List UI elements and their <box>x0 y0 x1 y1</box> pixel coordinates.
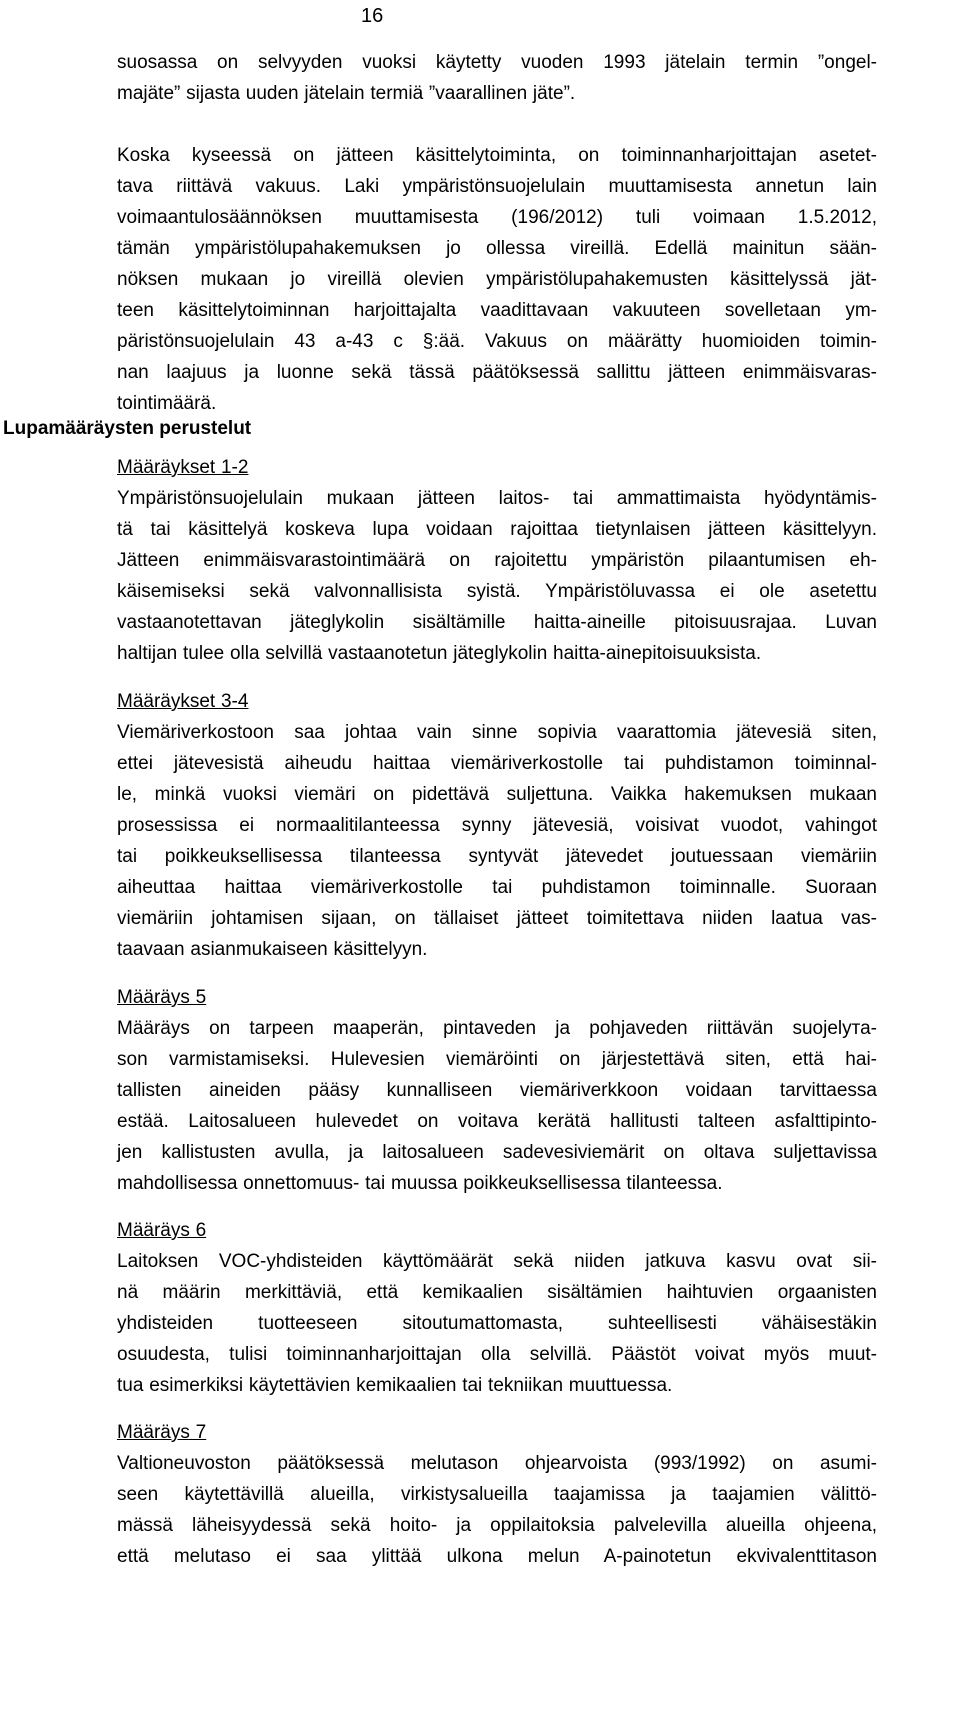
text-line: Laitoksen VOC-yhdisteiden käyttömäärät sekä niiden jatkuva kasvu ovat sii- <box>117 1251 877 1272</box>
text-line: majäte” sijasta uuden jätelain termiä ”vaarallinen jäte”. <box>117 83 576 104</box>
text-line: nä määrin merkittäviä, että kemikaalien sisältämien haihtuvien orgaanisten <box>117 1282 877 1303</box>
text-line: vastaanotettavan jäteglykolin sisältämille haitta-aineille pitoisuusrajaa. Luvan <box>117 612 877 633</box>
text-line: Valtioneuvoston päätöksessä melutason ohjearvoista (993/1992) on asumi- <box>117 1453 877 1474</box>
text-line: tointimäärä. <box>117 393 217 414</box>
text-line: voimaantulosäännöksen muuttamisesta (196/2012) tuli voimaan 1.5.2012, <box>117 207 877 228</box>
text-line: mahdollisessa onnettomuus- tai muussa poikkeuksellisessa tilanteessa. <box>117 1173 723 1194</box>
regulation-heading: Määräys 5 <box>117 987 207 1008</box>
text-line: viemäriin johtamisen sijaan, on tällaiset jätteet toimitettava niiden laatua vas- <box>117 908 877 929</box>
text-line: nan laajuus ja luonne sekä tässä päätöksessä sallittu jätteen enimmäisvaras- <box>117 362 877 383</box>
text-line: mässä läheisyydessä sekä hoito- ja oppilaitoksia palvelevilla alueilla ohjeena, <box>117 1515 877 1536</box>
text-line: tai poikkeuksellisessa tilanteessa syntyvät jätevedet joutuessaan viemäriin <box>117 846 877 867</box>
text-line: käisemiseksi sekä valvonnallisista syistä. Ympäristöluvassa ei ole asetettu <box>117 581 877 602</box>
text-line: että melutaso ei saa ylittää ulkona melun A-painotetun ekvivalenttitason <box>117 1546 877 1567</box>
regulation-section-7 <box>117 1417 877 1572</box>
intro-paragraph <box>117 47 877 109</box>
regulation-section-5 <box>117 982 877 1199</box>
text-line: päristönsuojelulain 43 a-43 c §:ää. Vakuus on määrätty huomioiden toimin- <box>117 331 877 352</box>
text-line: Viemäriverkostoon saa johtaa vain sinne sopivia vaarattomia jätevesiä siten, <box>117 722 877 743</box>
text-line: nöksen mukaan jo vireillä olevien ympäristölupahakemusten käsittelyssä jät- <box>117 269 877 290</box>
text-line: jen kallistusten avulla, ja laitosalueen sadevesiviemärit on oltava suljettavissa <box>117 1142 877 1163</box>
regulation-section-1-2 <box>117 452 877 669</box>
regulation-section-6 <box>117 1215 877 1401</box>
text-line: tallisten aineiden pääsy kunnalliseen viemäriverkkoon voidaan tarvittaessa <box>117 1080 877 1101</box>
text-line: tä tai käsittelyä koskeva lupa voidaan rajoittaa tietynlaisen jätteen käsittelyyn. <box>117 519 877 540</box>
text-line: teen käsittelytoiminnan harjoittajalta vaadittavaan vakuuteen sovelletaan ym- <box>117 300 877 321</box>
regulation-heading: Määräykset 1-2 <box>117 457 249 478</box>
text-line: son varmistamiseksi. Hulevesien viemäröinti on järjestettävä siten, että hai- <box>117 1049 877 1070</box>
text-line: aiheuttaa haittaa viemäriverkostolle tai puhdistamon toiminnalle. Suoraan <box>117 877 877 898</box>
text-line: estää. Laitosalueen hulevedet on voitava kerätä hallitusti talteen asfalttipinto- <box>117 1111 877 1132</box>
text-line: Koska kyseessä on jätteen käsittelytoiminta, on toiminnanharjoittajan asetet- <box>117 145 877 166</box>
text-line: yhdisteiden tuotteeseen sitoutumattomasta, suhteellisesti vähäisestäkin <box>117 1313 877 1334</box>
text-line: Ympäristönsuojelulain mukaan jätteen laitos- tai ammattimaista hyödyntämis- <box>117 488 877 509</box>
text-line: tämän ympäristölupahakemuksen jo ollessa vireillä. Edellä mainitun sään- <box>117 238 877 259</box>
text-line: ettei jätevesistä aiheudu haittaa viemäriverkostolle tai puhdistamon toiminnal- <box>117 753 877 774</box>
regulation-section-3-4 <box>117 686 877 965</box>
text-line: Määräys on tarpeen maaperän, pintaveden ja pohjaveden riittävän suojelута- <box>117 1018 877 1039</box>
regulation-heading: Määräykset 3-4 <box>117 691 249 712</box>
text-line: suosassa on selvyyden vuoksi käytetty vuoden 1993 jätelain termin ”ongel- <box>117 52 877 73</box>
text-line: le, minkä vuoksi viemäri on pidettävä suljettuna. Vaikka hakemuksen mukaan <box>117 784 877 805</box>
section-heading: Lupamääräysten perustelut <box>3 418 252 439</box>
security-paragraph <box>117 140 877 419</box>
text-line: osuudesta, tulisi toiminnanharjoittajan olla selvillä. Päästöt voivat myös muut- <box>117 1344 877 1365</box>
regulation-heading: Määräys 7 <box>117 1422 207 1443</box>
text-line: haltijan tulee olla selvillä vastaanotetun jäteglykolin haitta-ainepitoisuuksista. <box>117 643 762 664</box>
text-line: prosessissa ei normaalitilanteessa synny jätevesiä, voisivat vuodot, vahingot <box>117 815 877 836</box>
regulation-heading: Määräys 6 <box>117 1220 207 1241</box>
text-line: tua esimerkiksi käytettävien kemikaalien tai tekniikan muuttuessa. <box>117 1375 673 1396</box>
text-line: Jätteen enimmäisvarastointimäärä on rajoitettu ympäristön pilaantumisen eh- <box>117 550 877 571</box>
text-line: tava riittävä vakuus. Laki ympäristönsuojelulain muuttamisesta annetun lain <box>117 176 877 197</box>
page-number: 16 <box>361 5 384 27</box>
text-line: seen käytettävillä alueilla, virkistysalueilla taajamissa ja taajamien välittö- <box>117 1484 877 1505</box>
text-line: taavaan asianmukaiseen käsittelyyn. <box>117 939 428 960</box>
